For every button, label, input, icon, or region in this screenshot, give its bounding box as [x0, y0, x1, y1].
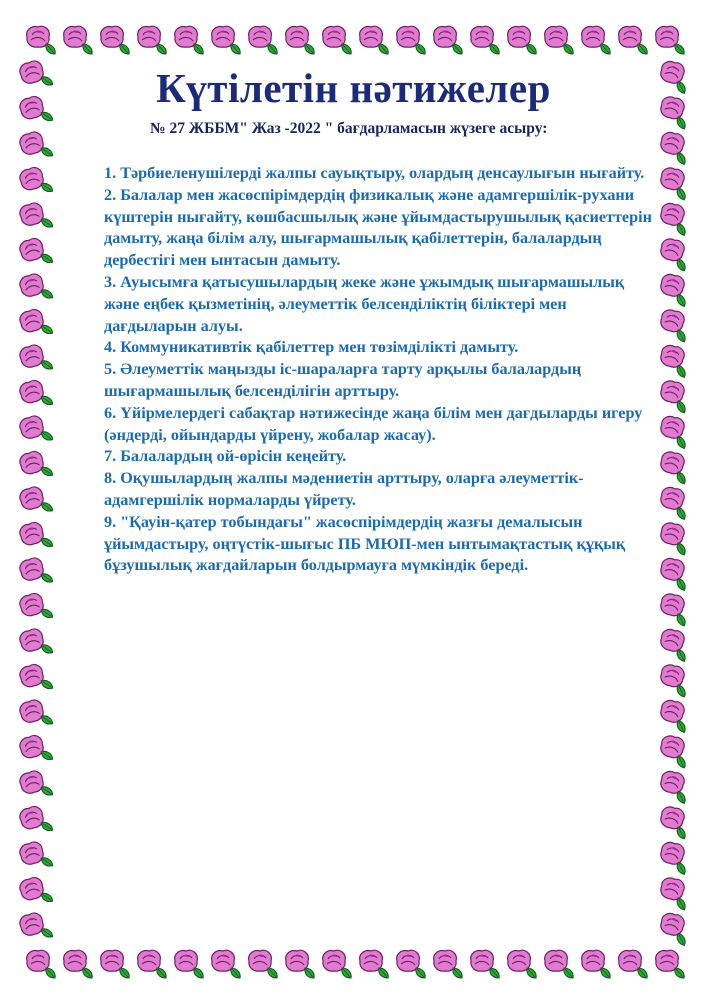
rose-icon — [471, 950, 500, 978]
rose-icon — [175, 950, 204, 978]
rose-icon — [18, 129, 53, 163]
rose-icon — [508, 950, 537, 978]
rose-icon — [212, 950, 241, 978]
rose-icon — [471, 26, 500, 54]
rose-icon — [64, 950, 93, 978]
rose-icon — [657, 734, 692, 768]
rose-icon — [657, 272, 692, 306]
rose-icon — [545, 950, 574, 978]
page-title: Күтілетін нәтижелер — [156, 65, 551, 111]
rose-icon — [619, 950, 648, 978]
rose-icon — [27, 950, 56, 978]
rose-icon — [18, 910, 53, 944]
rose-icon — [360, 26, 389, 54]
rose-icon — [434, 950, 463, 978]
rose-icon — [657, 627, 692, 661]
rose-icon — [18, 661, 53, 695]
page-subtitle: № 27 ЖББМ" Жаз -2022 " бағдарламасын жүзеге асыру: — [150, 120, 548, 137]
rose-icon — [582, 26, 611, 54]
rose-icon — [657, 805, 692, 839]
rose-icon — [508, 26, 537, 54]
rose-icon — [18, 164, 53, 198]
rose-icon — [18, 732, 53, 766]
rose-icon — [18, 626, 53, 660]
list-item: 5. Әлеуметтік маңызды іс-шараларға тарту арқылы балалардың шығармашылық белсенділігін арттыру. — [104, 360, 582, 400]
rose-icon — [657, 308, 692, 342]
rose-icon — [656, 950, 685, 978]
rose-icon — [18, 413, 53, 447]
rose-icon — [397, 950, 426, 978]
rose-icon — [323, 26, 352, 54]
rose-icon — [657, 414, 692, 448]
rose-icon — [18, 803, 53, 837]
rose-icon — [657, 556, 692, 590]
rose-icon — [249, 26, 278, 54]
rose-icon — [18, 342, 53, 376]
rose-icon — [545, 26, 574, 54]
rose-icon — [18, 874, 53, 908]
list-item: 8. Оқушылардың жалпы мәдениетін арттыру, оларға әлеуметтік-адамгершілік нормаларды үйрету. — [104, 469, 584, 509]
rose-icon — [18, 235, 53, 269]
rose-icon — [18, 448, 53, 482]
rose-icon — [18, 377, 53, 411]
list-item: 4. Коммуникативтік қабілеттер мен төзімділікті дамыту. — [104, 338, 519, 357]
rose-icon — [101, 26, 130, 54]
rose-icon — [657, 485, 692, 519]
rose-icon — [212, 26, 241, 54]
rose-icon — [360, 950, 389, 978]
rose-icon — [18, 271, 53, 305]
rose-icon — [18, 555, 53, 589]
rose-icon — [397, 26, 426, 54]
rose-icon — [657, 201, 692, 235]
rose-icon — [18, 839, 53, 873]
rose-icon — [27, 26, 56, 54]
rose-icon — [138, 950, 167, 978]
list-item: 6. Үйірмелердегі сабақтар нәтижесінде жаңа білім мен дағдыларды игеру (әндерді, ойындарды үйрену, жобалар жасау). — [104, 403, 643, 444]
rose-icon — [18, 484, 53, 518]
list-item: 7. Балалардың ой-өрісін кеңейту. — [104, 447, 347, 466]
rose-icon — [582, 950, 611, 978]
rose-icon — [656, 26, 685, 54]
rose-icon — [657, 592, 692, 626]
rose-icon — [286, 950, 315, 978]
rose-icon — [18, 590, 53, 624]
rose-icon — [657, 166, 692, 200]
results-list — [104, 163, 652, 577]
rose-icon — [657, 521, 692, 555]
rose-icon — [657, 698, 692, 732]
list-item: 9. "Қауін-қатер тобындағы" жасөспірімдердің жазғы демалысын ұйымдастыру, оңтүстік-шығыс ПБ МЮП-мен ынтымақтастық құқық бұзушылық жағдайларын болдырмауға мүмкіндік береді. — [104, 512, 626, 575]
rose-icon — [657, 876, 692, 910]
rose-icon — [619, 26, 648, 54]
rose-icon — [657, 769, 692, 803]
rose-icon — [657, 343, 692, 377]
list-item: 2. Балалар мен жасөспірімдердің физикалық және адамгершілік-рухани күштерін нығайту, көшбасшылық және ұйымдастырушылық қасиеттерін дамыту, жаңа білім алу, шығармашылық қабілеттерін, балалардың дербестігі мен ынтасын дамыту. — [104, 185, 652, 270]
rose-icon — [657, 237, 692, 271]
rose-icon — [18, 697, 53, 731]
rose-icon — [434, 26, 463, 54]
rose-icon — [657, 663, 692, 697]
list-item: 1. Тәрбиеленушілерді жалпы сауықтыру, олардың денсаулығын нығайту. — [104, 164, 645, 182]
rose-icon — [64, 26, 93, 54]
rose-icon — [18, 306, 53, 340]
rose-icon — [138, 26, 167, 54]
rose-icon — [286, 26, 315, 54]
rose-icon — [657, 450, 692, 484]
rose-icon — [657, 379, 692, 413]
rose-icon — [18, 768, 53, 802]
rose-icon — [175, 26, 204, 54]
rose-icon — [18, 519, 53, 553]
rose-icon — [657, 130, 692, 164]
rose-icon — [657, 911, 692, 945]
rose-icon — [249, 950, 278, 978]
rose-icon — [101, 950, 130, 978]
rose-icon — [323, 950, 352, 978]
rose-icon — [657, 840, 692, 874]
rose-icon — [18, 200, 53, 234]
list-item: 3. Ауысымға қатысушылардың жеке және ұжымдық шығармашылық және еңбек қызметінің, әлеуметтік белсенділіктің біліктері мен дағдыларын алуы. — [104, 272, 625, 335]
